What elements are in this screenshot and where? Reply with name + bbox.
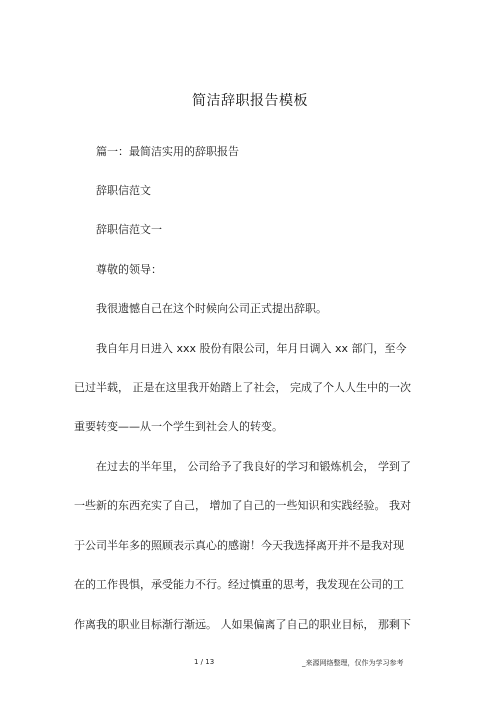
source-note: _来源网络整理，仅作为学习参考 [302,659,404,667]
document-title: 简洁辞职报告模板 [192,93,308,109]
page-indicator: 1 / 13 [194,658,215,666]
body-line: 在过去的半年里， 公司给予了我良好的学习和锻炼机会， 学到了 [96,460,411,473]
body-line: 我自年月日进入 xxx 股份有限公司，年月日调入 xx 部门，至今 [96,342,407,355]
body-line: 一些新的东西充实了自己， 增加了自己的一些知识和实践经验。 我对 [74,499,411,512]
heading-letter-sample: 辞职信范文 [96,184,151,197]
body-line: 已过半载， 正是在这里我开始踏上了社会， 完成了个人人生中的一次 [74,381,411,394]
heading-part-one: 篇一：最简洁实用的辞职报告 [96,145,239,158]
heading-letter-sample-one: 辞职信范文一 [96,223,162,236]
body-line: 在的工作畏惧，承受能力不行。经过慎重的思考，我发现在公司的工 [74,578,404,591]
body-line: 我很遗憾自己在这个时候向公司正式提出辞职。 [96,302,327,315]
salutation: 尊敬的领导： [96,263,162,276]
body-line: 作离我的职业目标渐行渐远。 人如果偏离了自己的职业目标， 那剩下 [74,618,411,631]
body-line: 重要转变——从一个学生到社会人的转变。 [74,420,283,433]
body-line: 于公司半年多的照顾表示真心的感谢！今天我选择离开并不是我对现 [74,539,404,552]
